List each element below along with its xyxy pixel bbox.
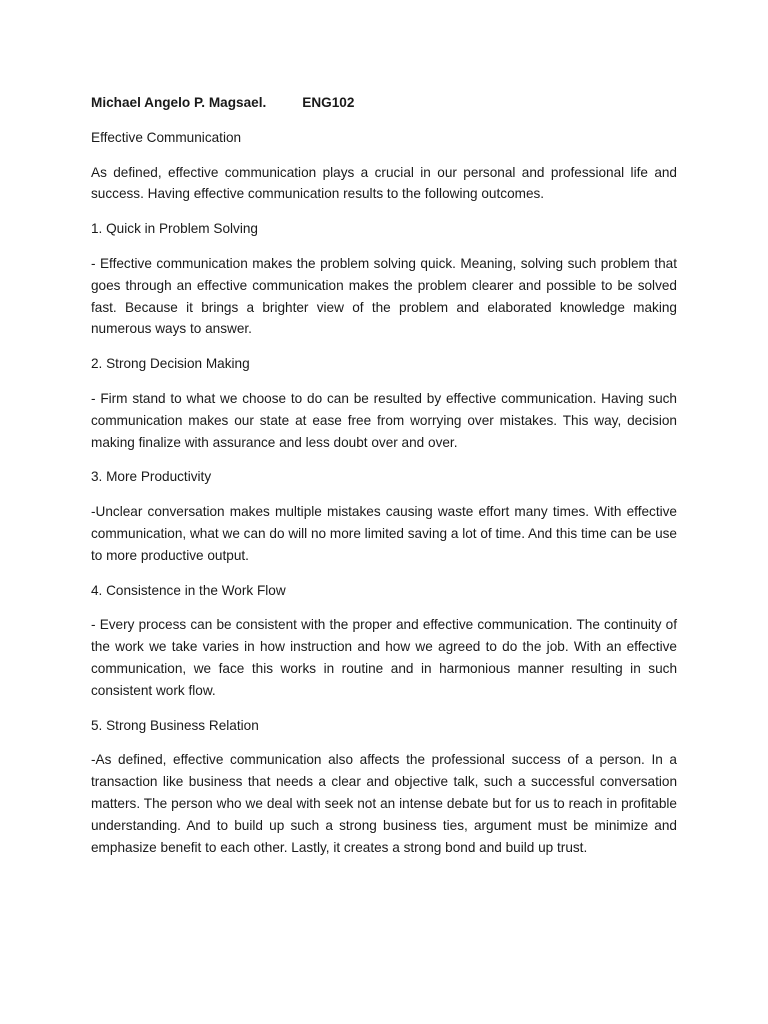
section-body-2: - Firm stand to what we choose to do can be resulted by effective communication. Having such communication makes our state at ease free from worrying over mistakes. This way, decision making finalize with assurance and less doubt over and over. — [91, 390, 677, 450]
course-code: ENG102 — [302, 95, 355, 110]
section-heading-3: 3. More Productivity — [91, 469, 212, 485]
section-heading-1: 1. Quick in Problem Solving — [91, 221, 258, 237]
section-body-3: -Unclear conversation makes multiple mistakes causing waste effort many times. With effective communication, what we can do will no more limited saving a lot of time. And this time can be use to more productive output. — [91, 504, 677, 563]
section-body-5: -As defined, effective communication also affects the professional success of a person. In a transaction like business that needs a clear and objective talk, such a successful conversation matters. The person who we deal with seek not an intense debate but for us to reach in profitable understanding. And to build up such a strong business ties, argument must be minimize and emphasize benefit to each other. Lastly, it creates a strong bond and build up trust. — [91, 752, 677, 855]
section-body-4: - Every process can be consistent with the proper and effective communication. The continuity of the work we take varies in how instruction and how we agreed to do the job. With an effective communication, we face this works in routine and in harmonious manner resulting in such consistent work flow. — [91, 617, 677, 698]
document-header — [91, 92, 677, 114]
section-body-1: - Effective communication makes the problem solving quick. Meaning, solving such problem that goes through an effective communication makes the problem clearer and possible to be solved fast. Because it brings a brighter view of the problem and elaborated knowledge making numerous ways to answer. — [91, 255, 677, 337]
document-page — [91, 92, 677, 871]
author-name: Michael Angelo P. Magsael. — [91, 95, 267, 110]
section-heading-5: 5. Strong Business Relation — [91, 717, 259, 733]
section-heading-2: 2. Strong Decision Making — [91, 356, 250, 372]
document-title: Effective Communication — [91, 129, 242, 145]
section-heading-4: 4. Consistence in the Work Flow — [91, 582, 286, 598]
intro-paragraph: As defined, effective communication plays a crucial in our personal and professional life and success. Having effective communication results to the following outcomes. — [91, 164, 677, 202]
